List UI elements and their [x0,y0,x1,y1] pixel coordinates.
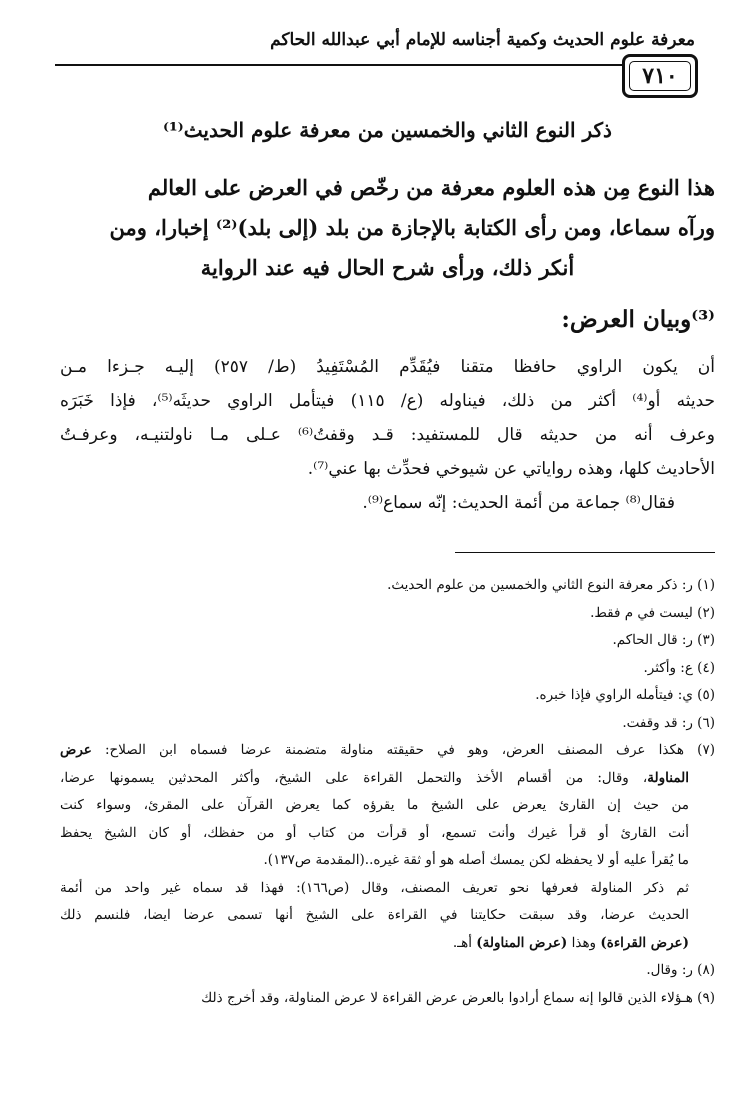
intro-paragraph [60,168,715,288]
footnote: (٣) ر: قال الحاكم. [612,632,715,648]
footnote-7-line: ثم ذكر المناولة فعرفها نحو تعريف المصنف، وقال (ص١٦٦): فهذا قد سماه غير واحد من أئمة [60,879,689,896]
header-title: معرفة علوم الحديث وكمية أجناسه للإمام أبي عبدالله الحاكم [270,30,695,50]
footnote: (٢) ليست في م فقط. [590,604,715,621]
footnote-text: (٧) هكذا عرف المصنف العرض، وهو في حقيقته مناولة متضمنة عرضا فسماه ابن الصلاح: [91,742,715,758]
body-paragraph [60,350,715,520]
body-line: حديثه أو⁽⁴⁾ أكثر من ذلك، فيناوله (ع/ ١١٥) فيتأمل الراوي حديثَه⁽⁵⁾، فإذا خَبَرَه [60,391,716,411]
footnote-text: وهذا [567,934,601,951]
body-line: الأحاديث كلها، وهذه رواياتي عن شيوخي فحدِّث بها عني⁽⁷⁾. [307,459,715,479]
footnotes [60,572,715,1012]
footnote-7-line: ما يُقرأ عليه أو لا يحفظه لكن يمسك أصله هو أو ثقة غيره..(المقدمة ص١٣٧). [263,852,689,868]
footnote-7-line: من حيث إن القارئ يعرض على الشيخ ما يقرؤه كما يعرض القرآن على المقرئ، وسواء كنت [60,797,689,813]
footnote-separator [455,552,715,553]
intro-line: أنكر ذلك، ورأى شرح الحال فيه عند الرواية [200,255,575,280]
footnote: (٥) ي: فيتأمله الراوي فإذا خبره. [535,687,715,703]
intro-line: ورآه سماعا، ومن رأى الكتابة بالإجازة من بلد (إلى بلد)⁽²⁾ إخبارا، ومن [109,215,715,240]
running-header [55,30,695,56]
footnote: (٨) ر: وقال. [646,962,715,978]
intro-line: هذا النوع مِن هذه العلوم معرفة من رخّص في العرض على العالم [147,175,715,200]
footnote-text: ، وقال: من أقسام الأخذ والتحمل القراءة على الشيخ، وأكثر المحدثين يسمونها عرضا، [60,769,648,786]
section-heading: ⁽³⁾وبيان العرض: [561,306,715,333]
body-line: أن يكون الراوي حافظا متقنا فيُقَدِّم المُسْتَفِيدُ (ط/ ٢٥٧) إليـه جـزءا مـن [60,357,715,377]
footnote-bold-term: المناولة [647,769,689,786]
footnote-bold-term: (عرض القراءة) [600,934,689,951]
footnote-7-line: أنت القارئ أو قرأ غيرك وأنت تسمع، أو قرأت من كتاب أو من حفظك، أو كان الشيخ يحفظ [60,824,689,841]
footnote: (٩) هـؤلاء الذين قالوا إنه سماع أرادوا بالعرض عرض القراءة لا عرض المناولة، وقد أخرج ذلك [201,989,715,1006]
footnote-text: أهـ. [452,934,477,951]
page-number-badge [622,54,698,98]
footnote: (٦) ر: قد وقفت. [622,714,715,731]
footnote-7-line [60,930,715,958]
footnote-7-line [60,737,715,765]
footnote-7-line [60,765,715,793]
footnote: (١) ر: ذكر معرفة النوع الثاني والخمسين من علوم الحديث. [387,577,715,593]
body-line: فقال⁽⁸⁾ جماعة من أئمة الحديث: إنّه سماع⁽⁹⁾. [362,493,675,513]
footnote-bold-term: (عرض المناولة) [476,934,568,951]
chapter-heading: ذكر النوع الثاني والخمسين من معرفة علوم الحديث⁽¹⁾ [163,118,612,142]
footnote-bold-term: عرض [60,742,92,758]
page-number: ٧١٠ [642,63,678,89]
footnote: (٤) ع: وأكثر. [643,659,715,676]
body-line: وعرف أنه من حديثه قال للمستفيد: قـد وقفتُ⁽⁶⁾ عـلى مـا ناولتنيـه، وعرفـتُ [60,425,715,445]
header-rule [55,64,623,66]
footnote-7-line: الحديث عرضا، وقد سبقت حكايتنا في القراءة على الشيخ أنها تسمى عرضا ايضا، فلنسم ذلك [60,907,689,923]
